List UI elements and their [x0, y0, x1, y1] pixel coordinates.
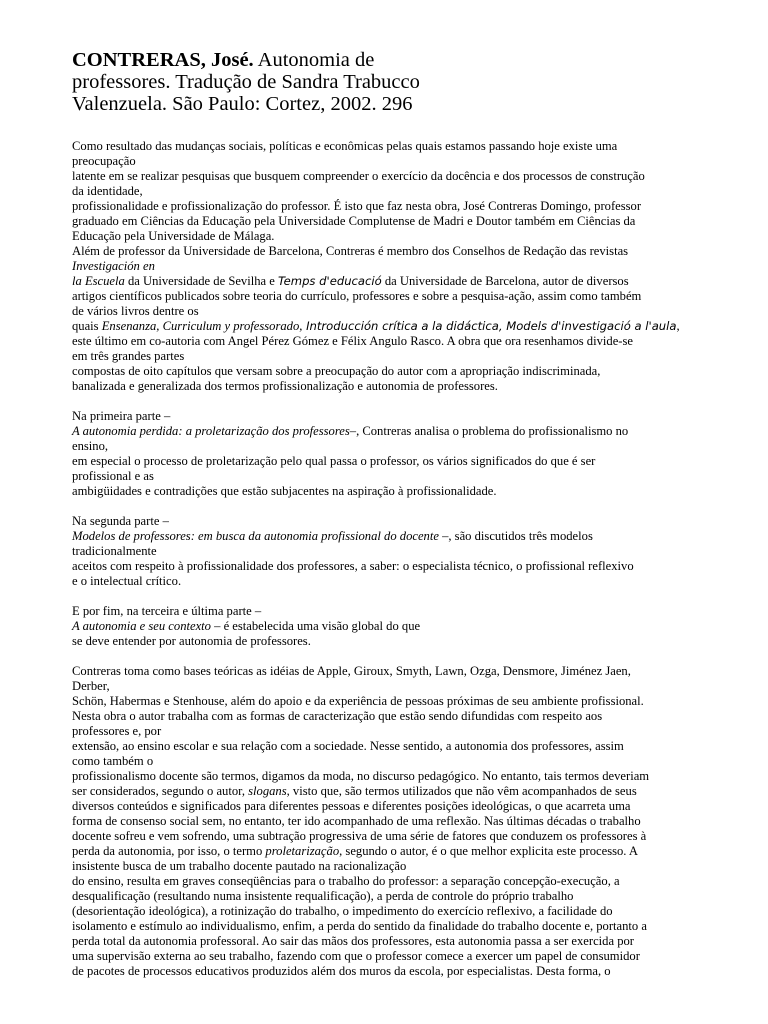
text-line: do ensino, resulta em graves conseqüências para o trabalho do professor: a separação concepção-execução, a — [72, 874, 620, 888]
document-title — [72, 49, 712, 115]
text-line: Na primeira parte – — [72, 409, 171, 423]
text-line: (desorientação ideológica), a rotinização do trabalho, o impedimento do exercício reflexivo, a facilidade do — [72, 904, 613, 918]
text-line: este último em co-autoria com Angel Pérez Gómez e Félix Angulo Rasco. A obra que ora resenhamos divide-se — [72, 334, 633, 348]
text-line: se deve entender por autonomia de professores. — [72, 634, 311, 648]
text-line: artigos científicos publicados sobre teoria do currículo, professores e sobre a pesquisa-ação, assim como também — [72, 289, 642, 303]
text-line: aceitos com respeito à profissionalidade dos professores, a saber: o especialista técnico, o profissional reflexivo — [72, 559, 634, 573]
text-line: quais Ensenanza, Curriculum y professorado, Introducción crítica a la didáctica, Models d'investigació a l'aula, — [72, 319, 680, 333]
text-line: banalizada e generalizada dos termos profissionalização e autonomia de professores. — [72, 379, 498, 393]
text-line: E por fim, na terceira e última parte – — [72, 604, 262, 618]
paragraph-part-three — [72, 604, 712, 649]
text-line: ensino, — [72, 439, 109, 453]
paragraph-gap — [72, 589, 712, 604]
text-line: Contreras toma como bases teóricas as idéias de Apple, Giroux, Smyth, Lawn, Ozga, Densmore, Jiménez Jaen, — [72, 664, 631, 678]
title-line: Valenzuela. São Paulo: Cortez, 2002. 296 — [72, 93, 413, 115]
text-line: perda da autonomia, por isso, o termo proletarização, segundo o autor, é o que melhor explicita este processo. A — [72, 844, 638, 858]
text-line: Modelos de professores: em busca da autonomia profissional do docente –, são discutidos três modelos — [72, 529, 593, 543]
text-line: perda total da autonomia professoral. Ao sair das mãos dos professores, esta autonomia passa a ser exercida por — [72, 934, 634, 948]
paragraph-theory — [72, 664, 712, 979]
text-line: profissionalismo docente são termos, digamos da moda, no discurso pedagógico. No entanto, tais termos deveriam — [72, 769, 650, 783]
text-line: latente em se realizar pesquisas que busquem compreender o exercício da docência e dos processos de construção — [72, 169, 645, 183]
paragraph-gap — [72, 394, 712, 409]
text-line: insistente busca de um trabalho docente pautado na racionalização — [72, 859, 407, 873]
text-line: Educação pela Universidade de Málaga. — [72, 229, 275, 243]
text-line: uma supervisão externa ao seu trabalho, fazendo com que o professor comece a exercer um papel de consumidor — [72, 949, 640, 963]
text-line: e o intelectual crítico. — [72, 574, 182, 588]
text-line: como também o — [72, 754, 154, 768]
text-line: ambigüidades e contradições que estão subjacentes na aspiração à profissionalidade. — [72, 484, 497, 498]
text-line: forma de consenso social sem, no entanto, ter ido acompanhado de uma reflexão. Nas últimas décadas o trabalho — [72, 814, 641, 828]
paragraph-gap — [72, 649, 712, 664]
title-author: CONTRERAS, José. — [72, 49, 254, 71]
text-line: Derber, — [72, 679, 110, 693]
text-line: profissionalidade e profissionalização do professor. É isto que faz nesta obra, José Contreras Domingo, professor — [72, 199, 642, 213]
text-line: la Escuela da Universidade de Sevilha e Temps d'educació da Universidade de Barcelona, autor de diversos — [72, 274, 629, 288]
text-line: Nesta obra o autor trabalha com as formas de caracterização que estão sendo difundidas com respeito aos — [72, 709, 603, 723]
text-line: em três grandes partes — [72, 349, 185, 363]
text-line: profissional e as — [72, 469, 154, 483]
text-line: de pacotes de processos educativos produzidos além dos muros da escola, por especialistas. Desta forma, o — [72, 964, 611, 978]
text-line: Como resultado das mudanças sociais, políticas e econômicas pelas quais estamos passando hoje existe uma — [72, 139, 618, 153]
text-line: graduado em Ciências da Educação pela Universidade Complutense de Madri e Doutor também em Ciências da — [72, 214, 636, 228]
paragraph-gap — [72, 499, 712, 514]
text-line: ser considerados, segundo o autor, slogans, visto que, são termos utilizados que não vêm acompanhados de seus — [72, 784, 637, 798]
text-line: A autonomia e seu contexto – é estabelecida uma visão global do que — [72, 619, 421, 633]
text-line: Além de professor da Universidade de Barcelona, Contreras é membro dos Conselhos de Redação das revistas — [72, 244, 629, 258]
text-line: A autonomia perdida: a proletarização dos professores–, Contreras analisa o problema do profissionalismo no — [72, 424, 629, 438]
text-line: docente sofreu e vem sofrendo, uma subtração progressiva de uma série de fatores que conduzem os professores à — [72, 829, 647, 843]
paragraph-intro — [72, 139, 712, 394]
paragraph-part-one — [72, 409, 712, 499]
text-line: desqualificação (resultando numa insistente requalificação), a perda de controle do próprio trabalho — [72, 889, 574, 903]
paragraph-part-two — [72, 514, 712, 589]
title-line: professores. Tradução de Sandra Trabucco — [72, 71, 420, 93]
text-line: professores e, por — [72, 724, 162, 738]
text-line: da identidade, — [72, 184, 143, 198]
text-line: compostas de oito capítulos que versam sobre a preocupação do autor com a apropriação indiscriminada, — [72, 364, 601, 378]
text-line: tradicionalmente — [72, 544, 157, 558]
text-line: preocupação — [72, 154, 136, 168]
text-line: diversos conteúdos e significados para diferentes pessoas e diferentes posições ideológicas, o que acarreta uma — [72, 799, 631, 813]
text-line: isolamento e estímulo ao individualismo, enfim, a perda do sentido da finalidade do trabalho docente e, portanto a — [72, 919, 647, 933]
text-line: de vários livros dentre os — [72, 304, 199, 318]
body-text — [72, 139, 712, 979]
text-line: extensão, ao ensino escolar e sua relação com a sociedade. Nesse sentido, a autonomia dos professores, assim — [72, 739, 624, 753]
text-line: em especial o processo de proletarização pelo qual passa o professor, os vários significados do que é ser — [72, 454, 596, 468]
title-line: CONTRERAS, José. Autonomia de — [72, 49, 375, 71]
text-line: Schön, Habermas e Stenhouse, além do apoio e da experiência de pessoas próximas de seu ambiente profissional. — [72, 694, 644, 708]
text-line: Na segunda parte – — [72, 514, 169, 528]
text-line: Investigación en — [72, 259, 155, 273]
